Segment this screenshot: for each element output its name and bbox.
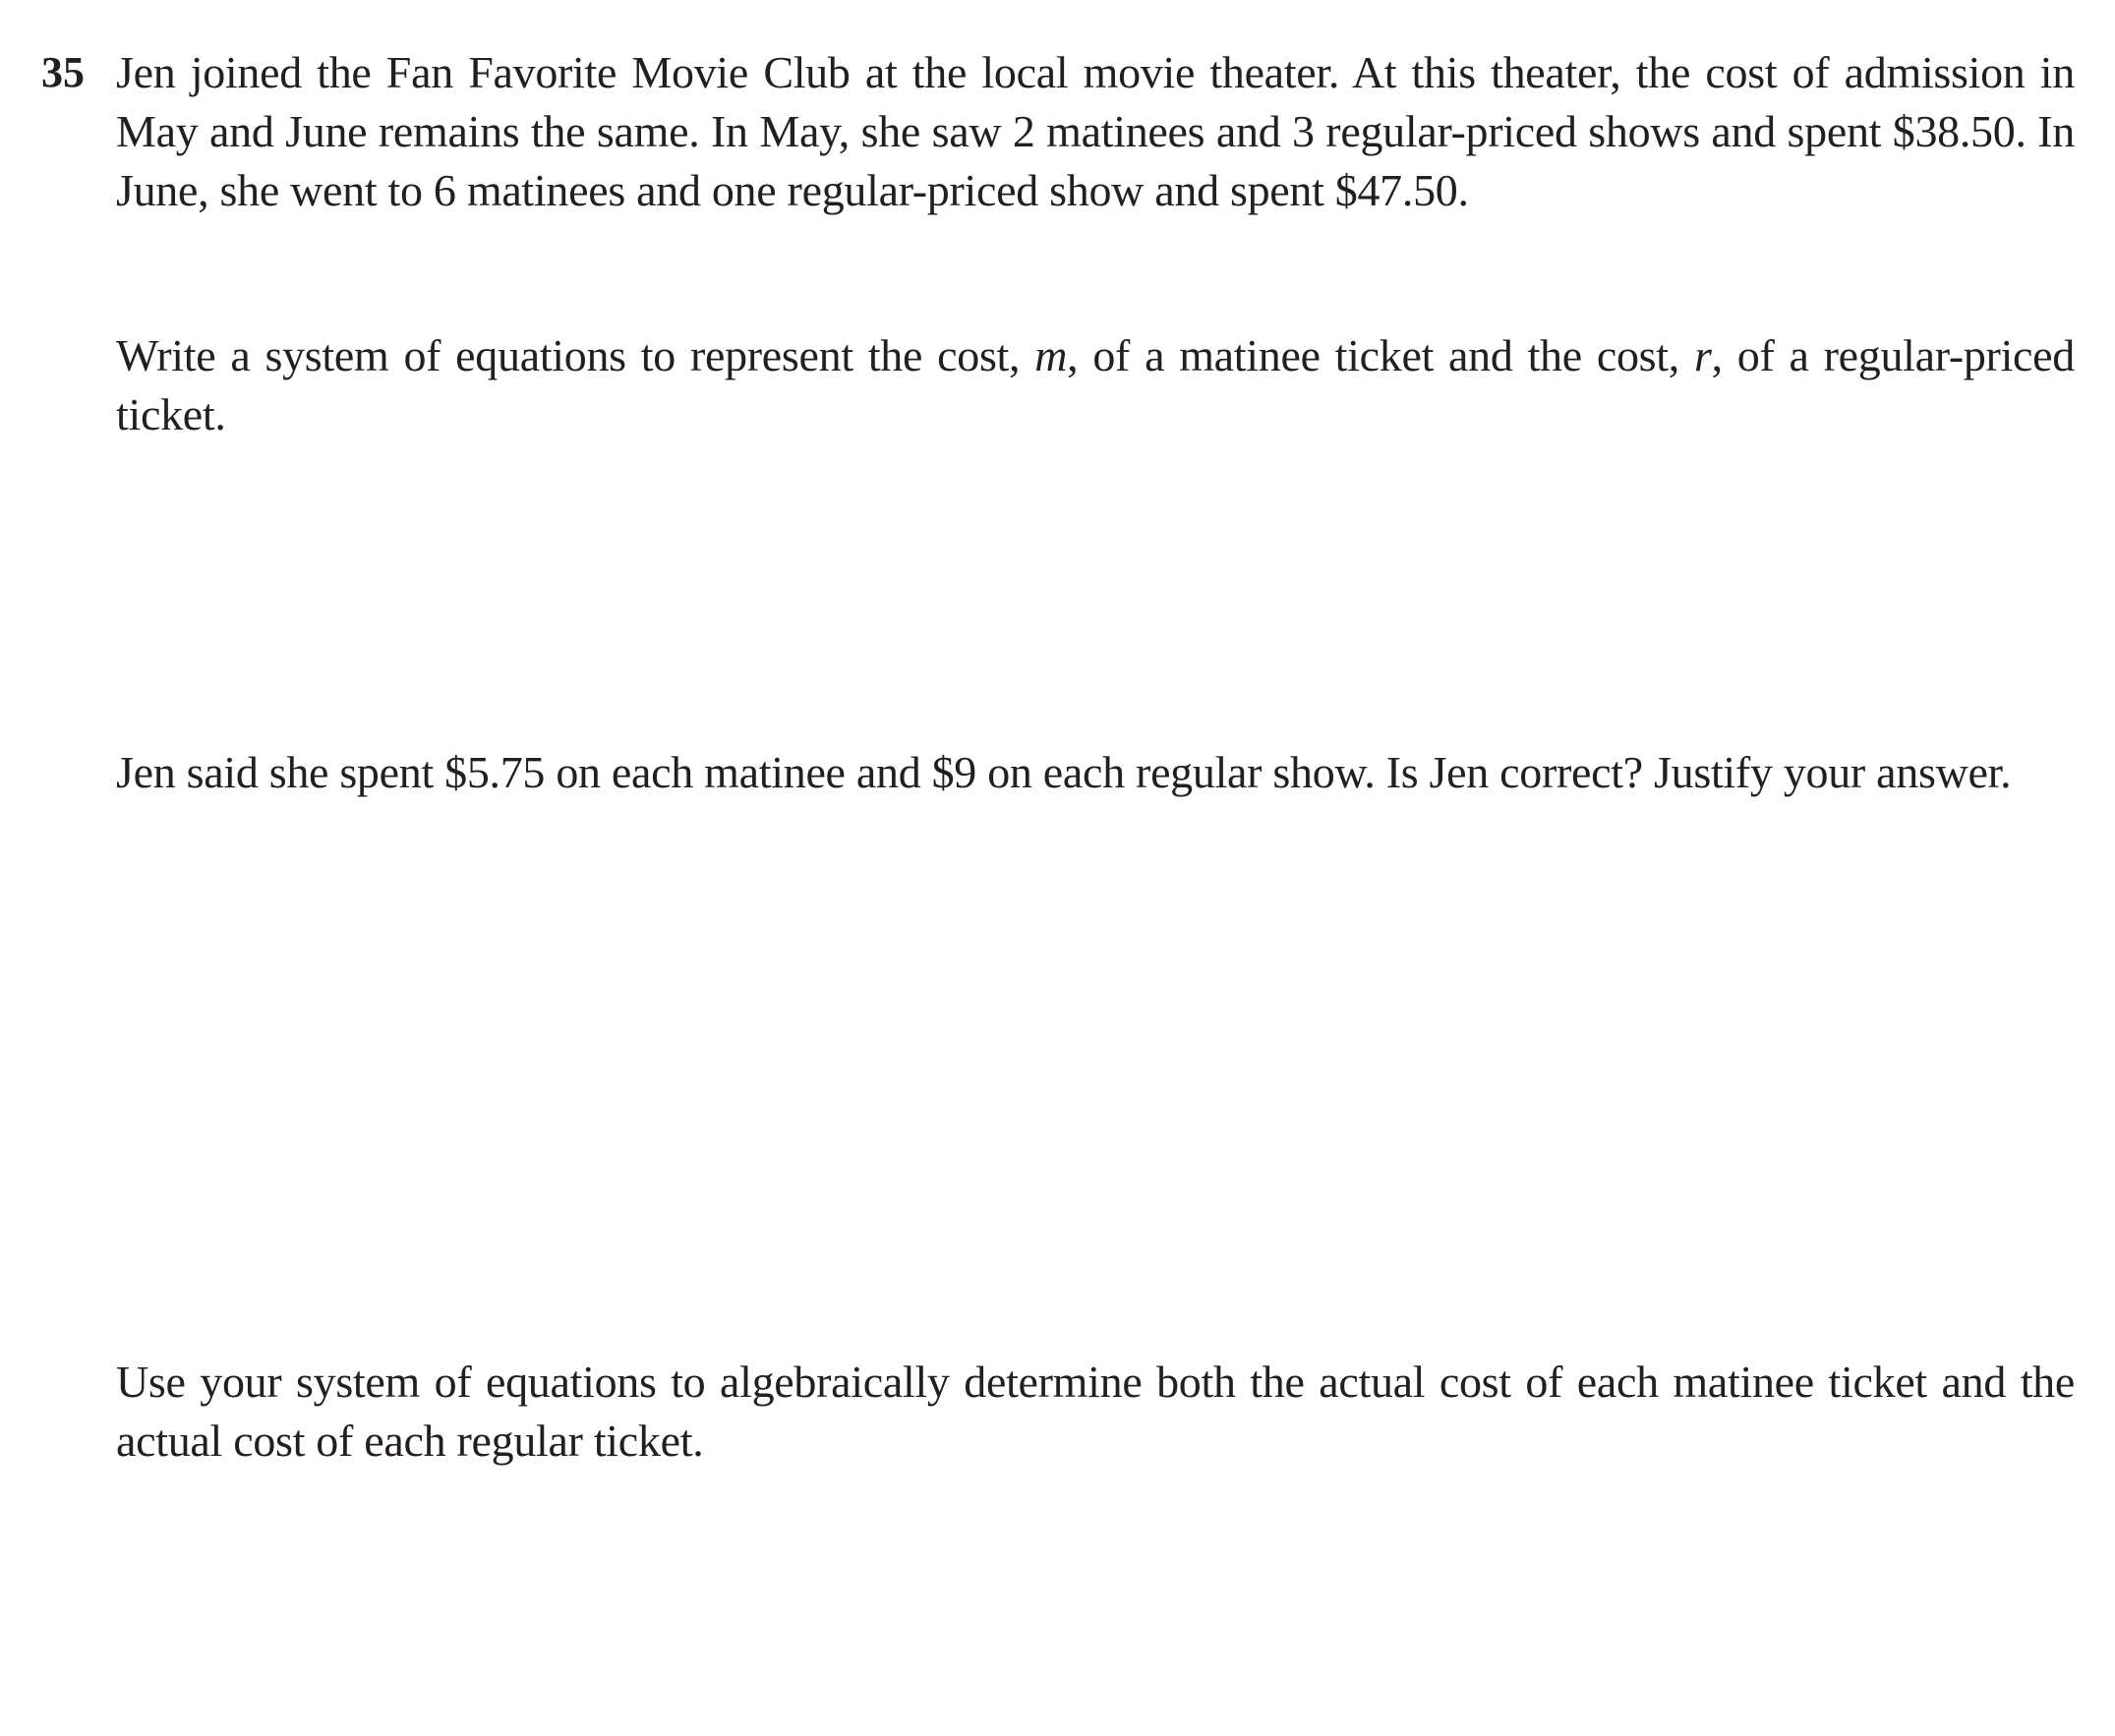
question-number: 35 <box>41 48 85 96</box>
question-intro: Jen joined the Fan Favorite Movie Club at the local movie theater. At this theater, the cost of admission in May and June remains the same. In May, she saw 2 matinees and 3 regular-priced shows and spent $38.50. In June, she went to 6 matinees and one regular-priced show and spent $47.50. <box>116 47 2075 215</box>
variable-r: r <box>1693 330 1712 380</box>
question-part-2: Jen said she spent $5.75 on each matinee and $9 on each regular show. Is Jen correct? Justify your answer. <box>116 747 2012 797</box>
part1-text-a: Write a system of equations to represent the cost, <box>116 330 1035 380</box>
variable-m: m <box>1034 330 1068 380</box>
question-part-1 <box>116 326 2075 444</box>
answer-space-part-3 <box>116 1484 2075 1730</box>
part1-text-b: , of a matinee ticket and the cost, <box>1067 330 1694 380</box>
part1-text-c: , of a regular-priced ticket. <box>116 330 2075 439</box>
question-part-3: Use your system of equations to algebraically determine both the actual cost of each matinee ticket and the actual cost of each regular ticket. <box>116 1357 2075 1466</box>
answer-space-part-1 <box>116 452 2075 727</box>
answer-space-part-2 <box>116 875 2075 1337</box>
